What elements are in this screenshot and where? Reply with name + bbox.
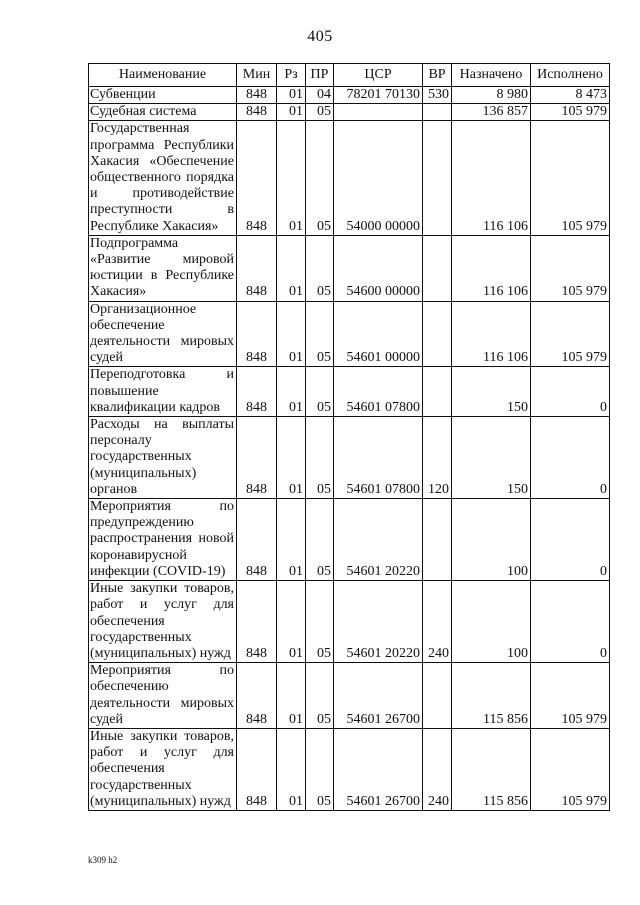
cell-pr: 05: [306, 417, 334, 499]
cell-rz: 01: [277, 367, 306, 417]
cell-min: 848: [237, 235, 277, 301]
cell-min: 848: [237, 367, 277, 417]
cell-rz: 01: [277, 728, 306, 810]
cell-assigned: 100: [452, 499, 531, 581]
cell-rz: 01: [277, 417, 306, 499]
cell-csr: 54600 00000: [334, 235, 423, 301]
cell-name: Мероприятия по обеспечению деятельности мировых судей: [89, 663, 237, 729]
cell-assigned: 150: [452, 417, 531, 499]
cell-vr: [423, 499, 452, 581]
cell-min: 848: [237, 104, 277, 121]
cell-name: Судебная система: [89, 104, 237, 121]
table-row: [89, 301, 610, 367]
cell-vr: [423, 367, 452, 417]
cell-executed: 105 979: [531, 121, 610, 235]
cell-name: Организационное обеспечение деятельности мировых судей: [89, 301, 237, 367]
cell-rz: 01: [277, 499, 306, 581]
cell-min: 848: [237, 417, 277, 499]
cell-csr: 54601 07800: [334, 367, 423, 417]
cell-csr: 54601 07800: [334, 417, 423, 499]
table-row: [89, 417, 610, 499]
cell-assigned: 136 857: [452, 104, 531, 121]
cell-assigned: 100: [452, 581, 531, 663]
cell-csr: 78201 70130: [334, 87, 423, 104]
table-row: [89, 581, 610, 663]
header-pr: ПР: [306, 64, 334, 87]
cell-rz: 01: [277, 301, 306, 367]
table-row: [89, 104, 610, 121]
cell-min: 848: [237, 728, 277, 810]
header-executed: Исполнено: [531, 64, 610, 87]
cell-vr: 240: [423, 581, 452, 663]
cell-name: Иные закупки товаров, работ и услуг для обеспечения государственных (муниципальных) нужд: [89, 728, 237, 810]
table-header-row: [89, 64, 610, 87]
cell-min: 848: [237, 121, 277, 235]
cell-name: Мероприятия по предупреждению распространения новой коронавирусной инфекции (COVID-19): [89, 499, 237, 581]
cell-name: Субвенции: [89, 87, 237, 104]
cell-executed: 0: [531, 581, 610, 663]
page-number: 405: [307, 28, 333, 45]
cell-assigned: 116 106: [452, 121, 531, 235]
cell-vr: [423, 235, 452, 301]
cell-vr: 120: [423, 417, 452, 499]
table-row: [89, 87, 610, 104]
cell-assigned: 115 856: [452, 728, 531, 810]
table-row: [89, 728, 610, 810]
cell-executed: 0: [531, 367, 610, 417]
cell-pr: 04: [306, 87, 334, 104]
cell-vr: [423, 121, 452, 235]
cell-csr: 54000 00000: [334, 121, 423, 235]
cell-name: Подпрограмма «Развитие мировой юстиции в Республике Хакасия»: [89, 235, 237, 301]
cell-csr: 54601 00000: [334, 301, 423, 367]
table-row: [89, 499, 610, 581]
header-vr: ВР: [423, 64, 452, 87]
cell-vr: 530: [423, 87, 452, 104]
cell-min: 848: [237, 301, 277, 367]
cell-executed: 0: [531, 499, 610, 581]
cell-pr: 05: [306, 581, 334, 663]
cell-pr: 05: [306, 301, 334, 367]
cell-rz: 01: [277, 104, 306, 121]
cell-vr: [423, 301, 452, 367]
cell-executed: 105 979: [531, 104, 610, 121]
cell-pr: 05: [306, 728, 334, 810]
cell-executed: 105 979: [531, 663, 610, 729]
cell-rz: 01: [277, 87, 306, 104]
cell-assigned: 116 106: [452, 235, 531, 301]
cell-pr: 05: [306, 235, 334, 301]
cell-csr: 54601 20220: [334, 499, 423, 581]
table-row: [89, 663, 610, 729]
cell-executed: 105 979: [531, 728, 610, 810]
cell-pr: 05: [306, 499, 334, 581]
cell-min: 848: [237, 663, 277, 729]
cell-assigned: 150: [452, 367, 531, 417]
cell-executed: 105 979: [531, 301, 610, 367]
cell-name: Переподготовка и повышение квалификации кадров: [89, 367, 237, 417]
cell-vr: [423, 104, 452, 121]
table-row: [89, 121, 610, 235]
cell-csr: 54601 26700: [334, 728, 423, 810]
cell-rz: 01: [277, 581, 306, 663]
header-rz: Рз: [277, 64, 306, 87]
cell-name: Иные закупки товаров, работ и услуг для обеспечения государственных (муниципальных) нужд: [89, 581, 237, 663]
table-row: [89, 367, 610, 417]
header-assigned: Назначено: [452, 64, 531, 87]
cell-name: Государственная программа Республики Хакасия «Обеспечение общественного порядка и противодействие преступности в Республике Хакасия»: [89, 121, 237, 235]
header-csr: ЦСР: [334, 64, 423, 87]
cell-assigned: 116 106: [452, 301, 531, 367]
cell-pr: 05: [306, 104, 334, 121]
cell-min: 848: [237, 499, 277, 581]
cell-csr: 54601 20220: [334, 581, 423, 663]
cell-executed: 105 979: [531, 235, 610, 301]
cell-executed: 8 473: [531, 87, 610, 104]
cell-rz: 01: [277, 235, 306, 301]
cell-min: 848: [237, 87, 277, 104]
cell-executed: 0: [531, 417, 610, 499]
cell-pr: 05: [306, 663, 334, 729]
cell-rz: 01: [277, 663, 306, 729]
table-row: [89, 235, 610, 301]
cell-vr: [423, 663, 452, 729]
cell-csr: 54601 26700: [334, 663, 423, 729]
cell-vr: 240: [423, 728, 452, 810]
footer-code: k309 h2: [88, 855, 118, 865]
cell-pr: 05: [306, 367, 334, 417]
cell-pr: 05: [306, 121, 334, 235]
budget-table: [88, 63, 610, 811]
cell-name: Расходы на выплаты персоналу государственных (муниципальных) органов: [89, 417, 237, 499]
header-name: Наименование: [89, 64, 237, 87]
cell-assigned: 115 856: [452, 663, 531, 729]
cell-rz: 01: [277, 121, 306, 235]
header-min: Мин: [237, 64, 277, 87]
cell-csr: [334, 104, 423, 121]
cell-min: 848: [237, 581, 277, 663]
cell-assigned: 8 980: [452, 87, 531, 104]
